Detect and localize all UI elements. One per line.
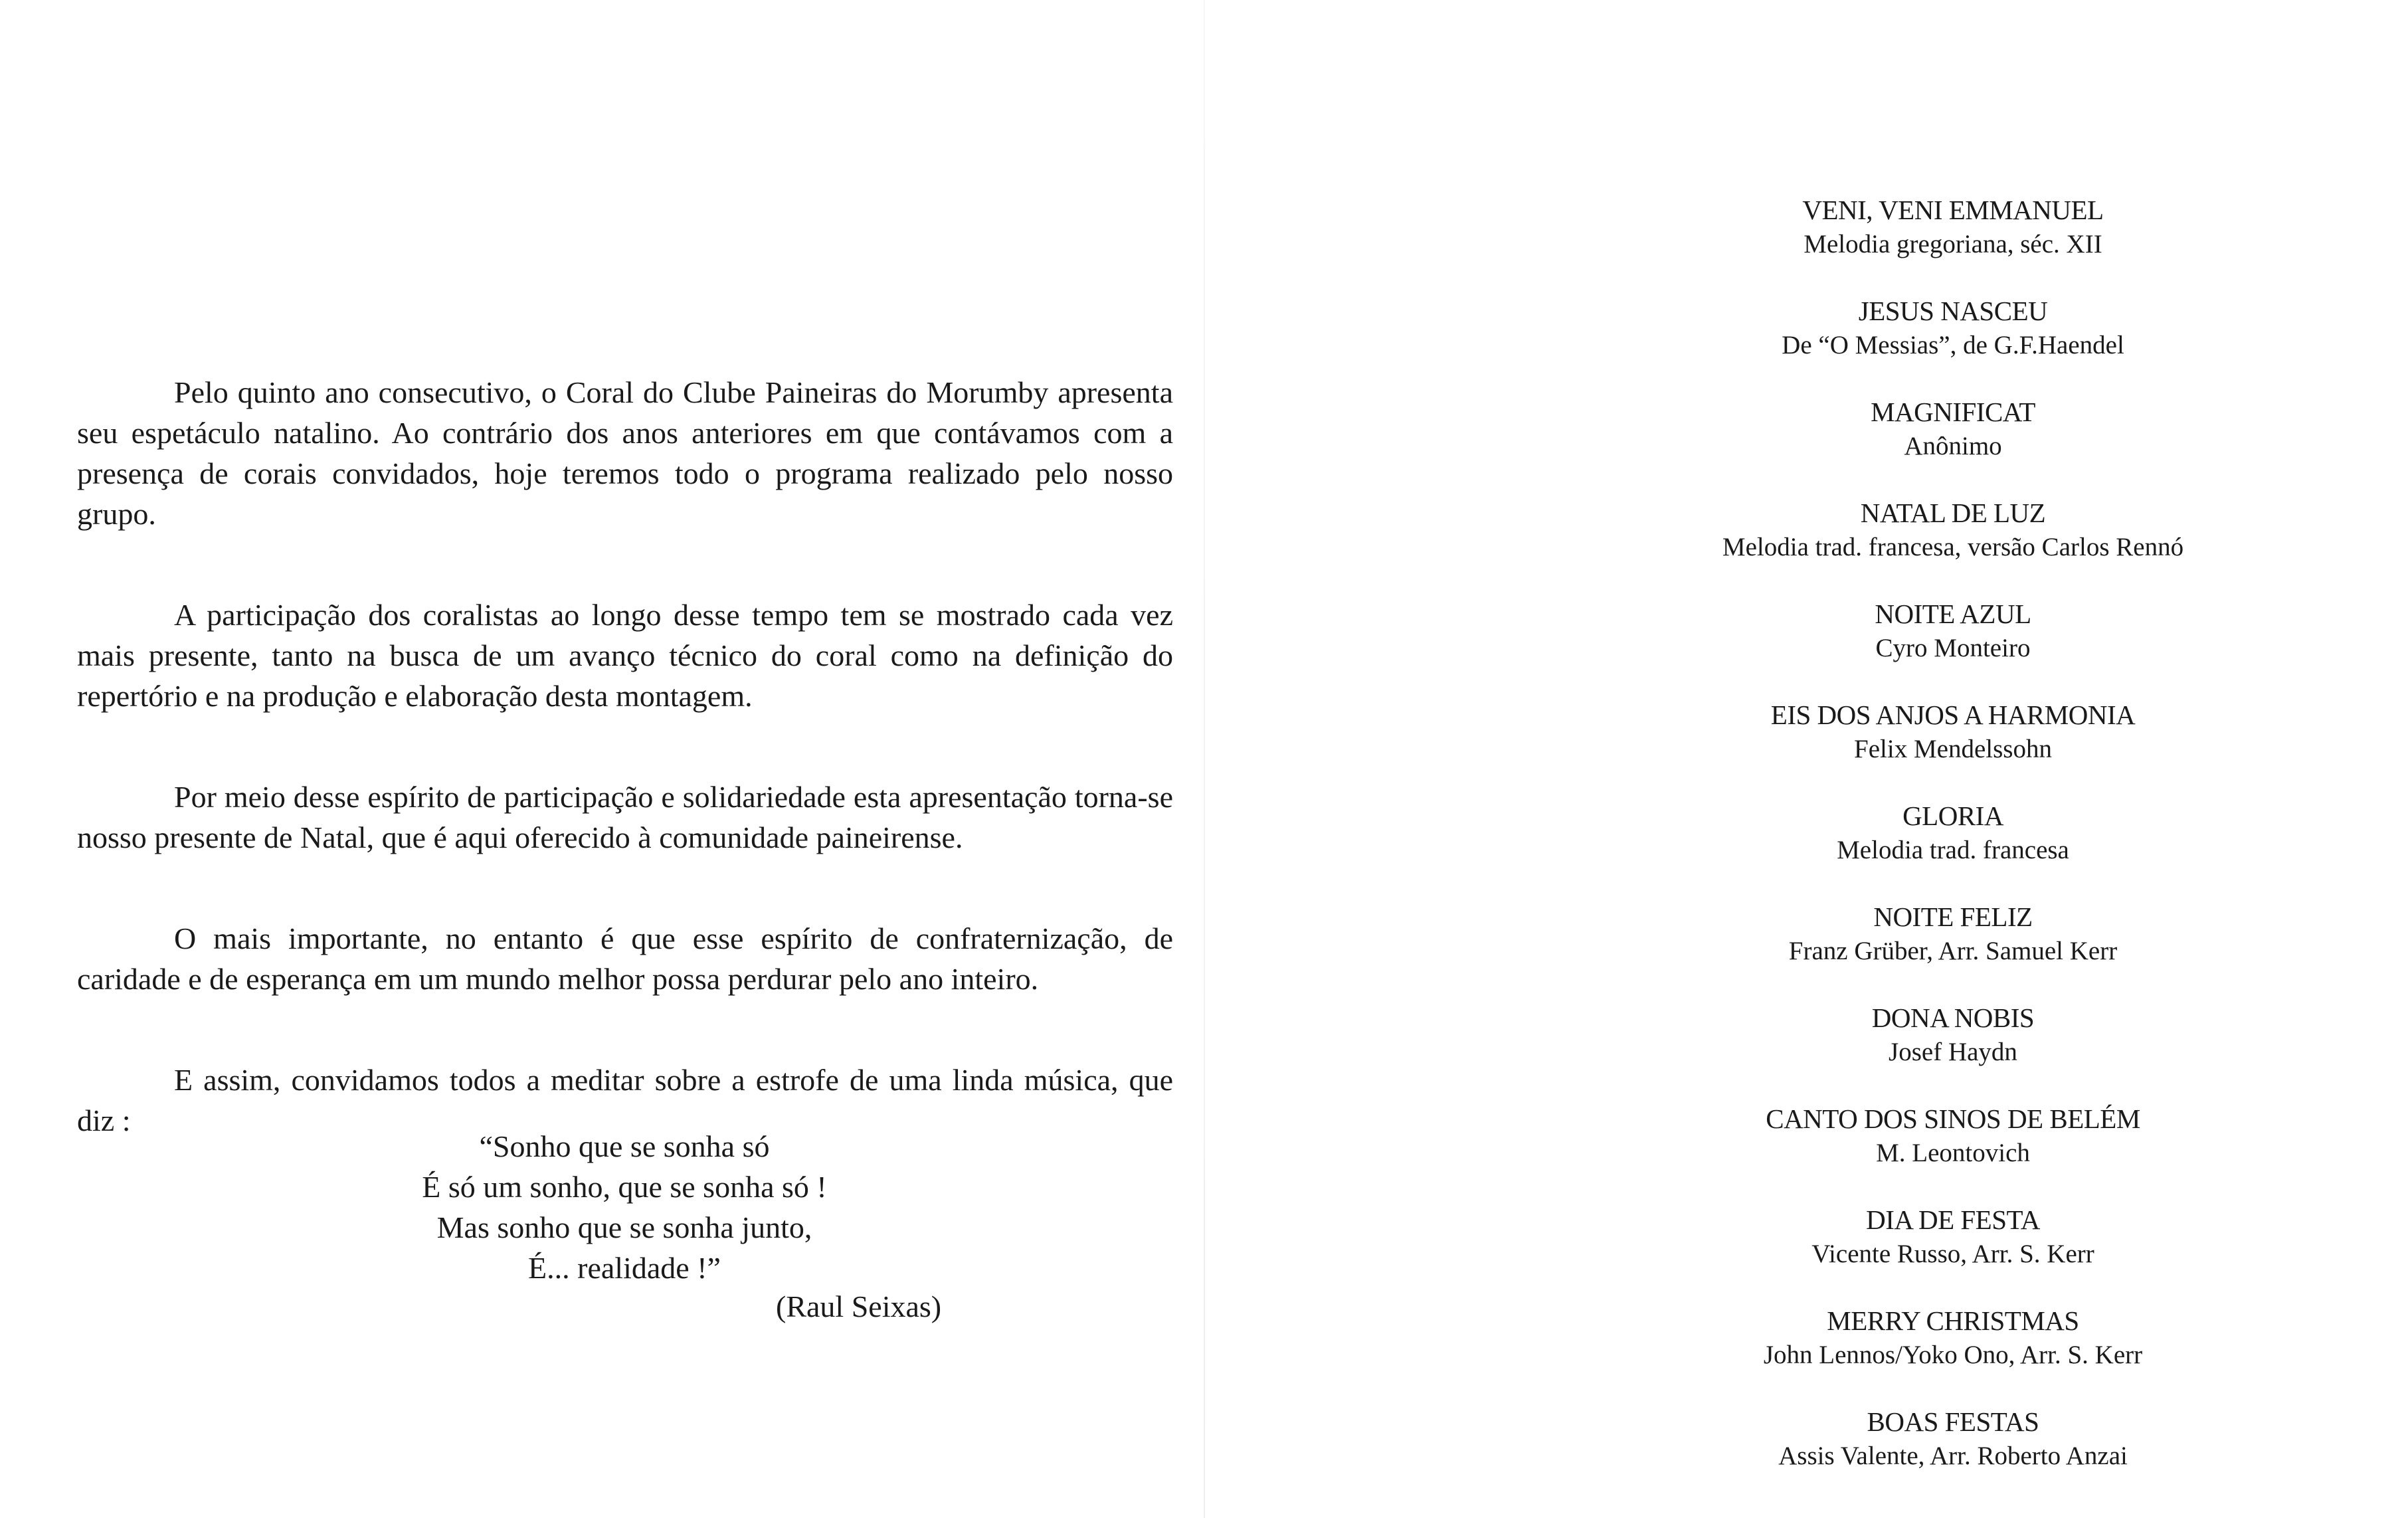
piece-composer: Vicente Russo, Arr. S. Kerr <box>1811 1240 2094 1268</box>
piece-title: DONA NOBIS <box>1871 1002 2035 1033</box>
program-item <box>1621 1303 2285 1404</box>
letter-paragraph: Pelo quinto ano consecutivo, o Coral do Clube Paineiras do Morumby apresenta seu espetáculo natalino. Ao contrário dos anos anteriores em que contávamos com a presença de corais convidados, hoje teremos todo o programa realizado pelo nosso grupo. <box>77 375 1173 531</box>
program-item <box>1621 193 2285 294</box>
quote-line: Mas sonho que se sonha junto, <box>436 1210 812 1244</box>
piece-composer: Melodia gregoriana, séc. XII <box>1804 230 2102 258</box>
program-item <box>1621 294 2285 395</box>
piece-title: NOITE FELIZ <box>1873 901 2033 932</box>
piece-composer: Josef Haydn <box>1889 1038 2017 1066</box>
piece-title: BOAS FESTAS <box>1867 1406 2039 1437</box>
program-item <box>1621 496 2285 597</box>
piece-composer: Felix Mendelssohn <box>1854 735 2052 763</box>
piece-title: GLORIA <box>1902 801 2003 831</box>
piece-composer: Cyro Monteiro <box>1875 634 2031 662</box>
piece-title: MERRY CHRISTMAS <box>1827 1305 2079 1336</box>
piece-composer: M. Leontovich <box>1876 1139 2030 1167</box>
letter-paragraph: Por meio desse espírito de participação e solidariedade esta apresentação torna-se nosso presente de Natal, que é aqui oferecido à comunidade paineirense. <box>77 780 1173 854</box>
quote-line: É só um sonho, que se sonha só ! <box>422 1170 827 1204</box>
piece-title: VENI, VENI EMMANUEL <box>1802 195 2104 225</box>
piece-composer: John Lennos/Yoko Ono, Arr. S. Kerr <box>1763 1341 2143 1369</box>
piece-title: DIA DE FESTA <box>1866 1204 2040 1235</box>
letter-paragraph: E assim, convidamos todos a meditar sobre a estrofe de uma linda música, que diz : <box>77 1063 1173 1137</box>
piece-composer: Anônimo <box>1904 432 2002 460</box>
piece-composer: Melodia trad. francesa, versão Carlos Rennó <box>1722 533 2184 561</box>
program-item <box>1621 597 2285 698</box>
piece-composer: Franz Grüber, Arr. Samuel Kerr <box>1788 937 2118 965</box>
piece-composer: De “O Messias”, de G.F.Haendel <box>1782 331 2124 359</box>
piece-title: CANTO DOS SINOS DE BELÉM <box>1766 1103 2140 1134</box>
piece-composer: Melodia trad. francesa <box>1837 836 2069 864</box>
quote-line: É... realidade !” <box>528 1251 721 1285</box>
piece-composer: Assis Valente, Arr. Roberto Anzai <box>1778 1442 2128 1470</box>
piece-title: MAGNIFICAT <box>1871 397 2035 427</box>
quote-line: “Sonho que se sonha só <box>479 1129 770 1163</box>
quote-author: (Raul Seixas) <box>776 1289 942 1323</box>
piece-title: JESUS NASCEU <box>1858 296 2048 326</box>
song-quote <box>385 1126 864 1288</box>
program-item <box>1621 1101 2285 1202</box>
program-item <box>1621 1000 2285 1101</box>
piece-title: NATAL DE LUZ <box>1860 498 2046 528</box>
program-item <box>1621 900 2285 1000</box>
program-item <box>1621 698 2285 799</box>
presentation-letter <box>77 372 1173 1141</box>
piece-title: NOITE AZUL <box>1875 599 2031 629</box>
letter-paragraph: O mais importante, no entanto é que esse espírito de confraternização, de caridade e de esperança em um mundo melhor possa perdurar pelo ano inteiro. <box>77 921 1173 996</box>
program-item <box>1621 1202 2285 1303</box>
concert-program <box>1621 193 2285 1505</box>
program-item <box>1621 799 2285 900</box>
program-item <box>1621 1404 2285 1505</box>
letter-paragraph: A participação dos coralistas ao longo desse tempo tem se mostrado cada vez mais presente, tanto na busca de um avanço técnico do coral como na definição do repertório e na produção e elaboração desta montagem. <box>77 598 1173 713</box>
program-item <box>1621 395 2285 496</box>
piece-title: EIS DOS ANJOS A HARMONIA <box>1770 700 2136 730</box>
